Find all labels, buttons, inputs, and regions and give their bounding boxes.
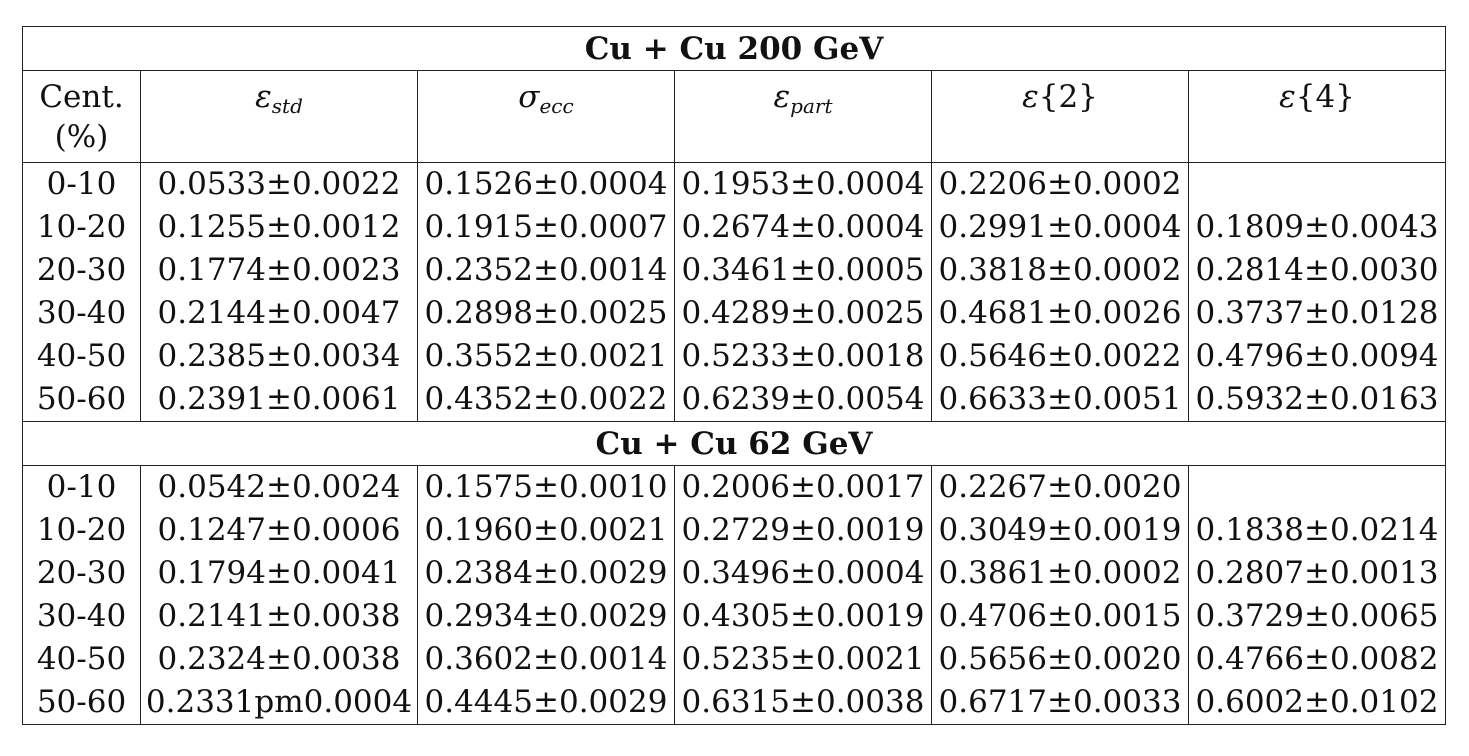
sigma-ecc-cell: 0.2898±0.0025: [418, 292, 675, 335]
header-eps-4: ε{4}: [1189, 71, 1446, 163]
sigma-ecc-cell: 0.2352±0.0014: [418, 249, 675, 292]
centrality-cell: 10-20: [23, 509, 141, 552]
centrality-cell: 20-30: [23, 249, 141, 292]
eps-4-cell: 0.5932±0.0163: [1189, 378, 1446, 422]
eps-std-cell: 0.0533±0.0022: [141, 163, 418, 207]
eps-std-cell: 0.2324±0.0038: [141, 638, 418, 681]
eps-part-cell: 0.6315±0.0038: [675, 681, 932, 725]
sigma-ecc-cell: 0.2934±0.0029: [418, 595, 675, 638]
eps-std-cell: 0.1774±0.0023: [141, 249, 418, 292]
column-header-row: [23, 71, 1446, 163]
eps-std-cell: 0.2141±0.0038: [141, 595, 418, 638]
eps-4-cell: 0.1838±0.0214: [1189, 509, 1446, 552]
eps-4-cell: 0.2814±0.0030: [1189, 249, 1446, 292]
sigma-ecc-cell: 0.1575±0.0010: [418, 466, 675, 510]
eps-4-cell: 0.3729±0.0065: [1189, 595, 1446, 638]
eps-2-cell: 0.2991±0.0004: [932, 206, 1189, 249]
sigma-ecc-cell: 0.4352±0.0022: [418, 378, 675, 422]
eps-part-cell: 0.5235±0.0021: [675, 638, 932, 681]
eps-part-cell: 0.4289±0.0025: [675, 292, 932, 335]
eps-2-cell: 0.5646±0.0022: [932, 335, 1189, 378]
eps-std-cell: 0.1255±0.0012: [141, 206, 418, 249]
table-row: [23, 552, 1446, 595]
eps-4-cell: 0.3737±0.0128: [1189, 292, 1446, 335]
eps-std-cell: 0.1247±0.0006: [141, 509, 418, 552]
eps-part-cell: 0.2674±0.0004: [675, 206, 932, 249]
eps-std-cell: 0.1794±0.0041: [141, 552, 418, 595]
section-header-62gev: [23, 422, 1446, 466]
table-row: [23, 163, 1446, 207]
table-row: [23, 249, 1446, 292]
eps-part-cell: 0.5233±0.0018: [675, 335, 932, 378]
eps-2-cell: 0.4706±0.0015: [932, 595, 1189, 638]
eps-4-cell: 0.6002±0.0102: [1189, 681, 1446, 725]
eps-part-cell: 0.6239±0.0054: [675, 378, 932, 422]
centrality-cell: 10-20: [23, 206, 141, 249]
eps-std-cell: 0.0542±0.0024: [141, 466, 418, 510]
eps-part-cell: 0.3461±0.0005: [675, 249, 932, 292]
section-title: Cu + Cu 200 GeV: [23, 27, 1446, 71]
sigma-ecc-cell: 0.2384±0.0029: [418, 552, 675, 595]
centrality-cell: 40-50: [23, 638, 141, 681]
eps-std-cell: 0.2391±0.0061: [141, 378, 418, 422]
sigma-ecc-cell: 0.3552±0.0021: [418, 335, 675, 378]
section-header-200gev: [23, 27, 1446, 71]
eps-4-cell: 0.4796±0.0094: [1189, 335, 1446, 378]
table-row: [23, 335, 1446, 378]
header-eps-std: $\varepsilon_{std}$: [141, 71, 418, 163]
centrality-cell: 0-10: [23, 466, 141, 510]
eps-4-cell: 0.1809±0.0043: [1189, 206, 1446, 249]
eps-4-cell: [1189, 163, 1446, 207]
eps-std-cell: 0.2331pm0.0004: [141, 681, 418, 725]
eps-2-cell: 0.5656±0.0020: [932, 638, 1189, 681]
sigma-ecc-cell: 0.1915±0.0007: [418, 206, 675, 249]
table-row: [23, 292, 1446, 335]
eps-2-cell: 0.2206±0.0002: [932, 163, 1189, 207]
eps-4-cell: 0.4766±0.0082: [1189, 638, 1446, 681]
table-row: [23, 466, 1446, 510]
eccentricity-table: [22, 26, 1446, 725]
eps-std-cell: 0.2385±0.0034: [141, 335, 418, 378]
table-row: [23, 378, 1446, 422]
centrality-cell: 50-60: [23, 681, 141, 725]
eps-2-cell: 0.6633±0.0051: [932, 378, 1189, 422]
eps-2-cell: 0.3818±0.0002: [932, 249, 1189, 292]
header-eps-2: ε{2}: [932, 71, 1189, 163]
sigma-ecc-cell: 0.1526±0.0004: [418, 163, 675, 207]
eps-part-cell: 0.2006±0.0017: [675, 466, 932, 510]
eps-2-cell: 0.3049±0.0019: [932, 509, 1189, 552]
table-row: [23, 595, 1446, 638]
eps-std-cell: 0.2144±0.0047: [141, 292, 418, 335]
centrality-cell: 50-60: [23, 378, 141, 422]
eps-part-cell: 0.1953±0.0004: [675, 163, 932, 207]
eps-4-cell: [1189, 466, 1446, 510]
eps-part-cell: 0.3496±0.0004: [675, 552, 932, 595]
eps-2-cell: 0.3861±0.0002: [932, 552, 1189, 595]
table-row: [23, 509, 1446, 552]
header-eps-part: $\varepsilon_{part}$: [675, 71, 932, 163]
eps-4-cell: 0.2807±0.0013: [1189, 552, 1446, 595]
centrality-cell: 40-50: [23, 335, 141, 378]
sigma-ecc-cell: 0.1960±0.0021: [418, 509, 675, 552]
header-centrality: Cent. (%): [23, 71, 141, 163]
eps-2-cell: 0.4681±0.0026: [932, 292, 1189, 335]
centrality-cell: 0-10: [23, 163, 141, 207]
eps-part-cell: 0.4305±0.0019: [675, 595, 932, 638]
table-row: [23, 638, 1446, 681]
eps-part-cell: 0.2729±0.0019: [675, 509, 932, 552]
sigma-ecc-cell: 0.3602±0.0014: [418, 638, 675, 681]
eps-2-cell: 0.2267±0.0020: [932, 466, 1189, 510]
eps-2-cell: 0.6717±0.0033: [932, 681, 1189, 725]
centrality-cell: 30-40: [23, 292, 141, 335]
centrality-cell: 30-40: [23, 595, 141, 638]
table-row: [23, 206, 1446, 249]
table-row: [23, 681, 1446, 725]
centrality-cell: 20-30: [23, 552, 141, 595]
header-sigma-ecc: $\sigma_{ecc}$: [418, 71, 675, 163]
sigma-ecc-cell: 0.4445±0.0029: [418, 681, 675, 725]
section-title: Cu + Cu 62 GeV: [23, 422, 1446, 466]
